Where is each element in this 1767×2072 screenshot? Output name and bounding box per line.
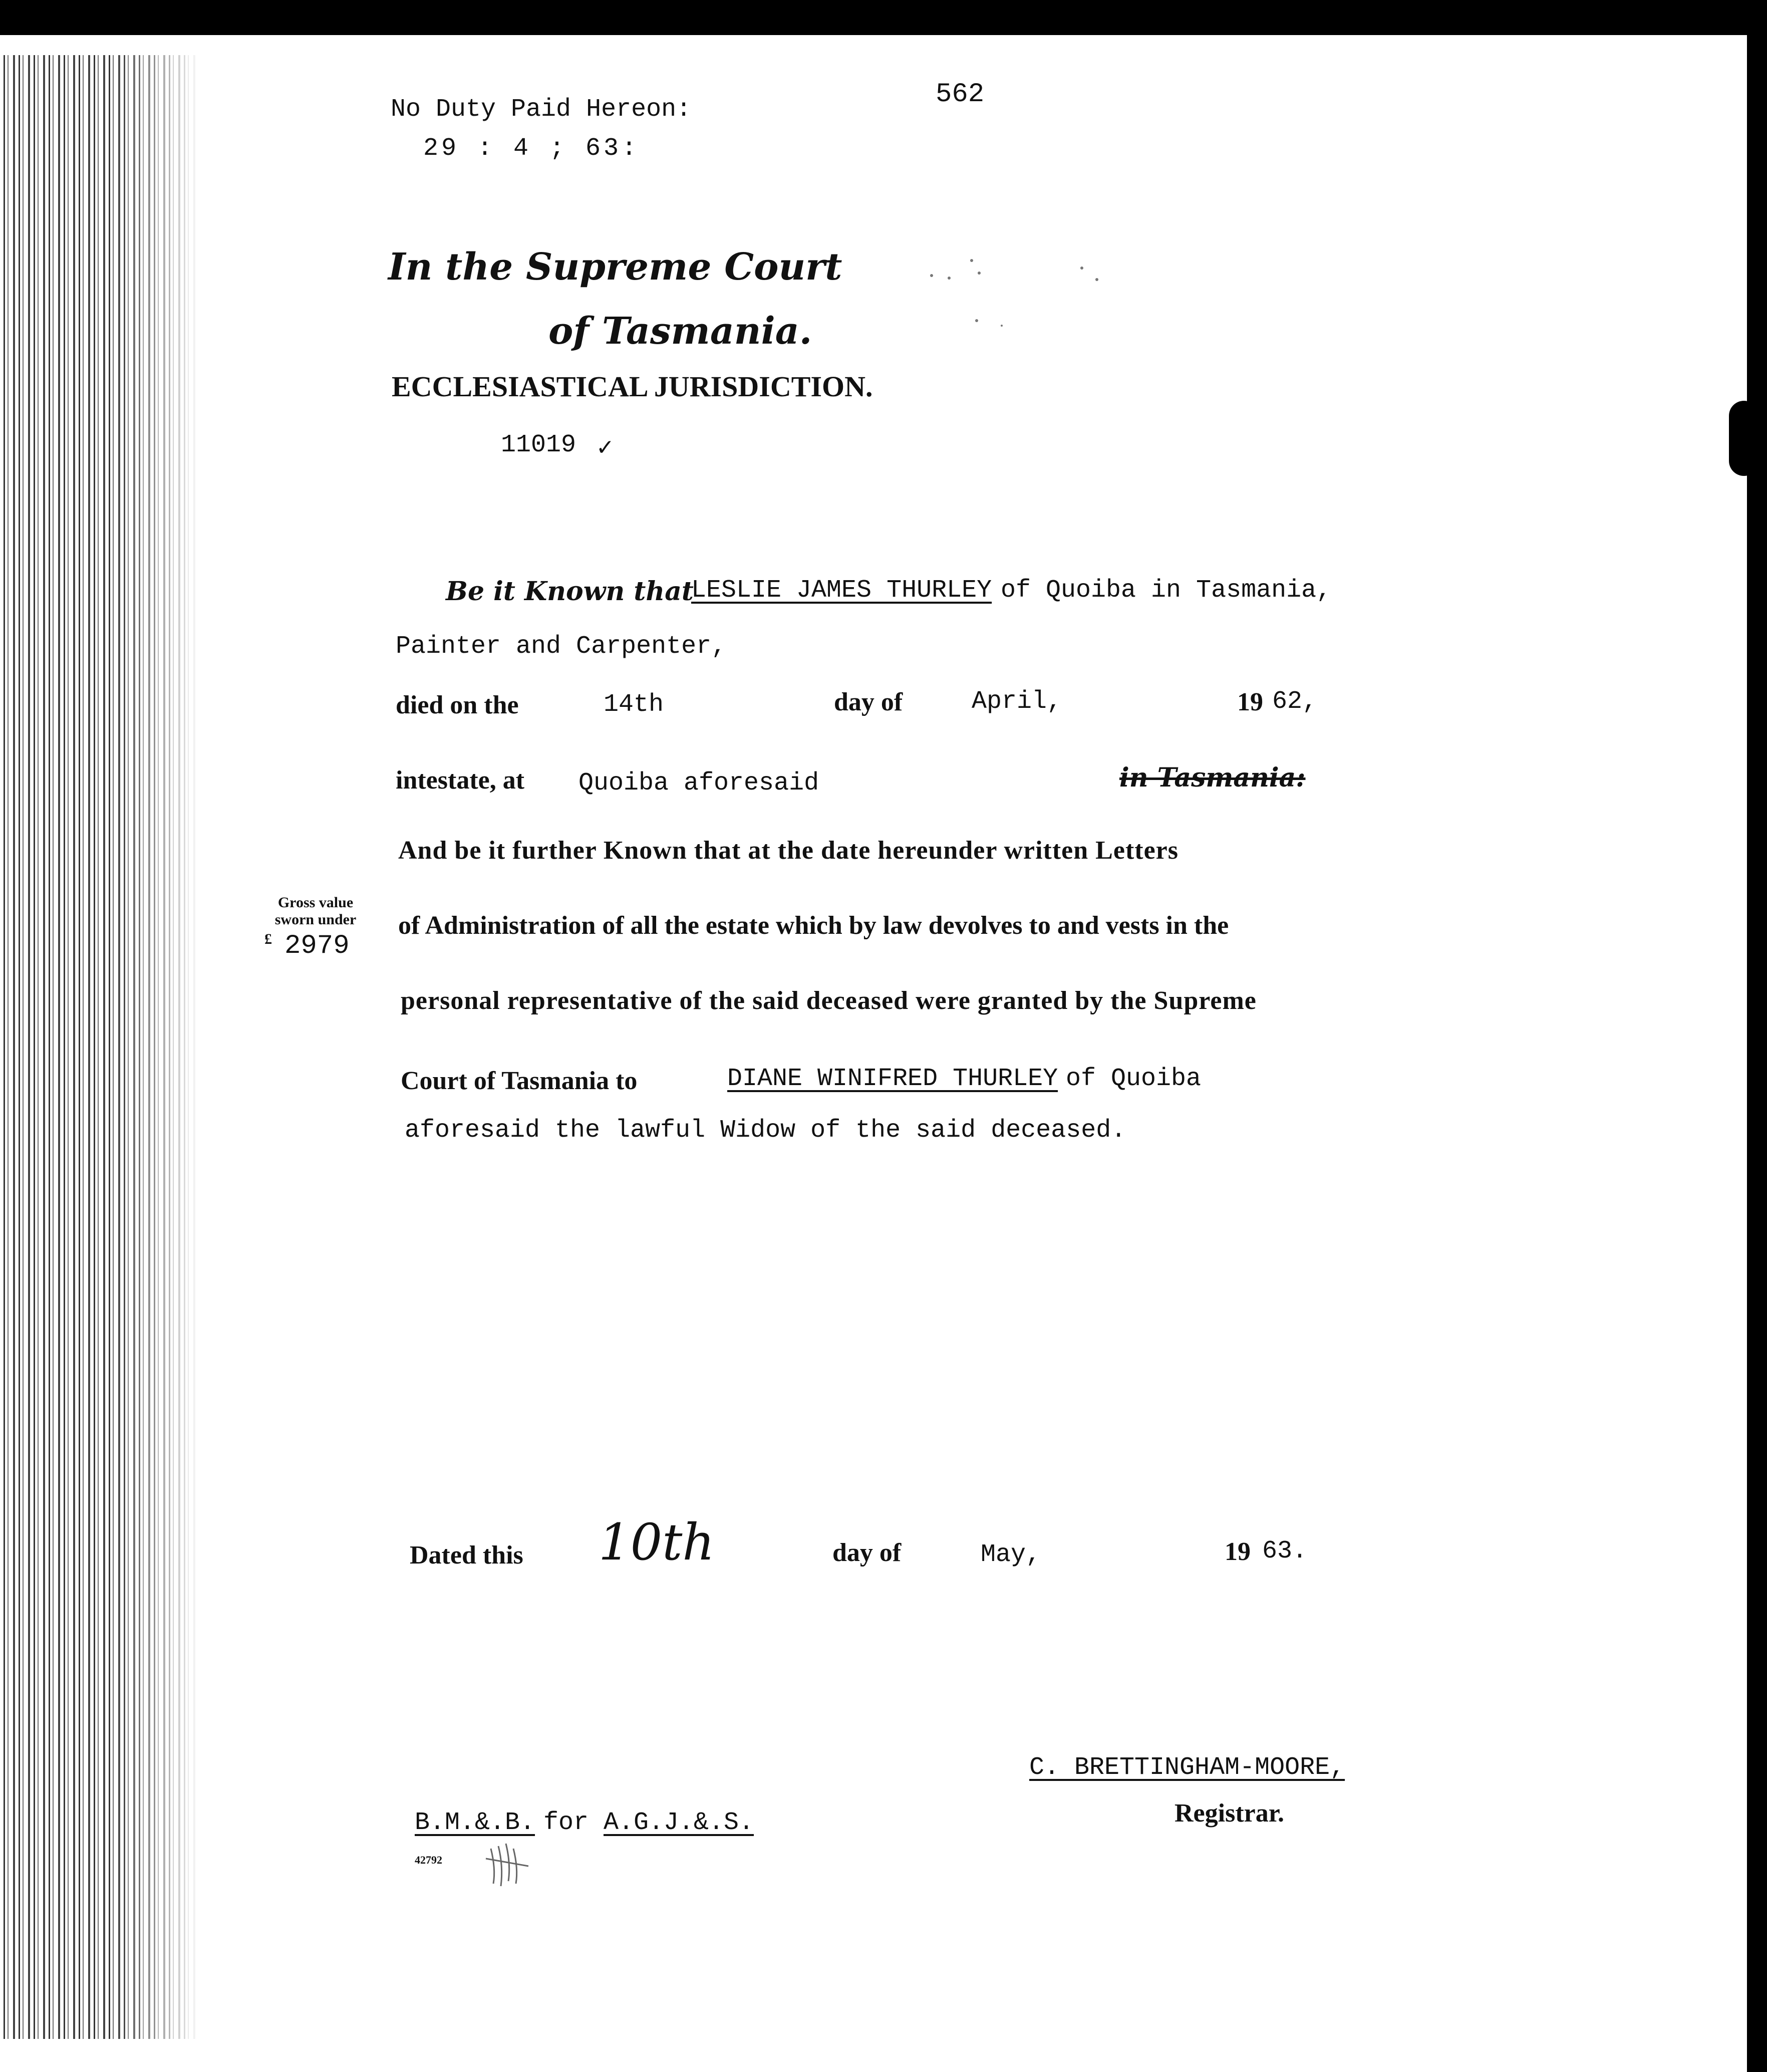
dated-year-prefix: 19 xyxy=(1225,1537,1251,1566)
struck-in-tasmania: in Tasmania: xyxy=(1119,762,1306,793)
court-title-line2: of Tasmania. xyxy=(548,310,812,353)
dated-this-label: Dated this xyxy=(410,1541,523,1570)
solicitor-initials: B.M.&.B. xyxy=(415,1808,535,1837)
dated-year-suffix: 63. xyxy=(1262,1537,1308,1566)
scan-border-right xyxy=(1747,0,1767,2072)
scan-specks xyxy=(922,250,1132,341)
page-number: 562 xyxy=(936,79,985,110)
court-of-tasmania-to-label: Court of Tasmania to xyxy=(401,1067,638,1095)
death-month: April, xyxy=(972,687,1062,716)
registrar-title: Registrar. xyxy=(1174,1799,1285,1828)
dated-month: May, xyxy=(981,1540,1041,1569)
deceased-occupation: Painter and Carpenter, xyxy=(396,632,727,661)
gross-value-amount: 2979 xyxy=(284,931,350,961)
agent-initials: A.G.J.&.S. xyxy=(604,1808,754,1837)
book-page-edges-fade xyxy=(115,55,200,2039)
deceased-residence: of Quoiba in Tasmania, xyxy=(1001,576,1332,605)
administrator-residence: of Quoiba xyxy=(1066,1065,1202,1093)
court-title-line1: In the Supreme Court xyxy=(388,245,842,289)
duty-note: No Duty Paid Hereon: xyxy=(391,95,692,124)
duty-date: 29 : 4 ; 63: xyxy=(423,134,640,163)
died-on-the-label: died on the xyxy=(396,691,519,719)
jurisdiction-heading: ECCLESIASTICAL JURISDICTION. xyxy=(392,370,873,403)
dated-day-handwritten: 10th xyxy=(599,1513,715,1572)
form-number: 42792 xyxy=(415,1854,442,1866)
gross-value-label-line1: Gross value xyxy=(277,894,354,911)
ink-initial-mark xyxy=(481,1839,536,1894)
further-known-line1: And be it further Known that at the date hereunder written Letters xyxy=(398,836,1179,865)
death-year-prefix: 19 xyxy=(1237,688,1263,716)
dated-day-of-label: day of xyxy=(832,1538,902,1567)
binding-notch xyxy=(1729,401,1759,476)
death-day: 14th xyxy=(604,690,664,719)
administrator-name: DIANE WINIFRED THURLEY xyxy=(727,1065,1058,1093)
further-known-line3: personal representative of the said deceased were granted by the Supreme xyxy=(401,986,1257,1015)
deceased-name: LESLIE JAMES THURLEY xyxy=(691,576,992,605)
registrar-name: C. BRETTINGHAM-MOORE, xyxy=(1029,1753,1345,1782)
footer-for-word: for xyxy=(543,1808,589,1837)
be-it-known-phrase: Be it Known that xyxy=(446,576,694,607)
gross-value-note xyxy=(260,894,371,928)
death-year-suffix: 62, xyxy=(1272,687,1318,716)
scan-border-top xyxy=(0,0,1767,35)
file-check-mark: ✓ xyxy=(596,435,615,460)
further-known-line2: of Administration of all the estate which by law devolves to and vests in the xyxy=(398,911,1229,940)
death-place: Quoiba aforesaid xyxy=(578,769,819,798)
gross-value-label-line2: sworn under xyxy=(274,911,357,928)
intestate-at-label: intestate, at xyxy=(396,766,525,795)
gross-value-currency: £ xyxy=(264,931,272,947)
administrator-relation: aforesaid the lawful Widow of the said deceased. xyxy=(405,1116,1126,1145)
file-number: 11019 xyxy=(501,431,576,459)
death-day-of-label: day of xyxy=(834,688,903,716)
